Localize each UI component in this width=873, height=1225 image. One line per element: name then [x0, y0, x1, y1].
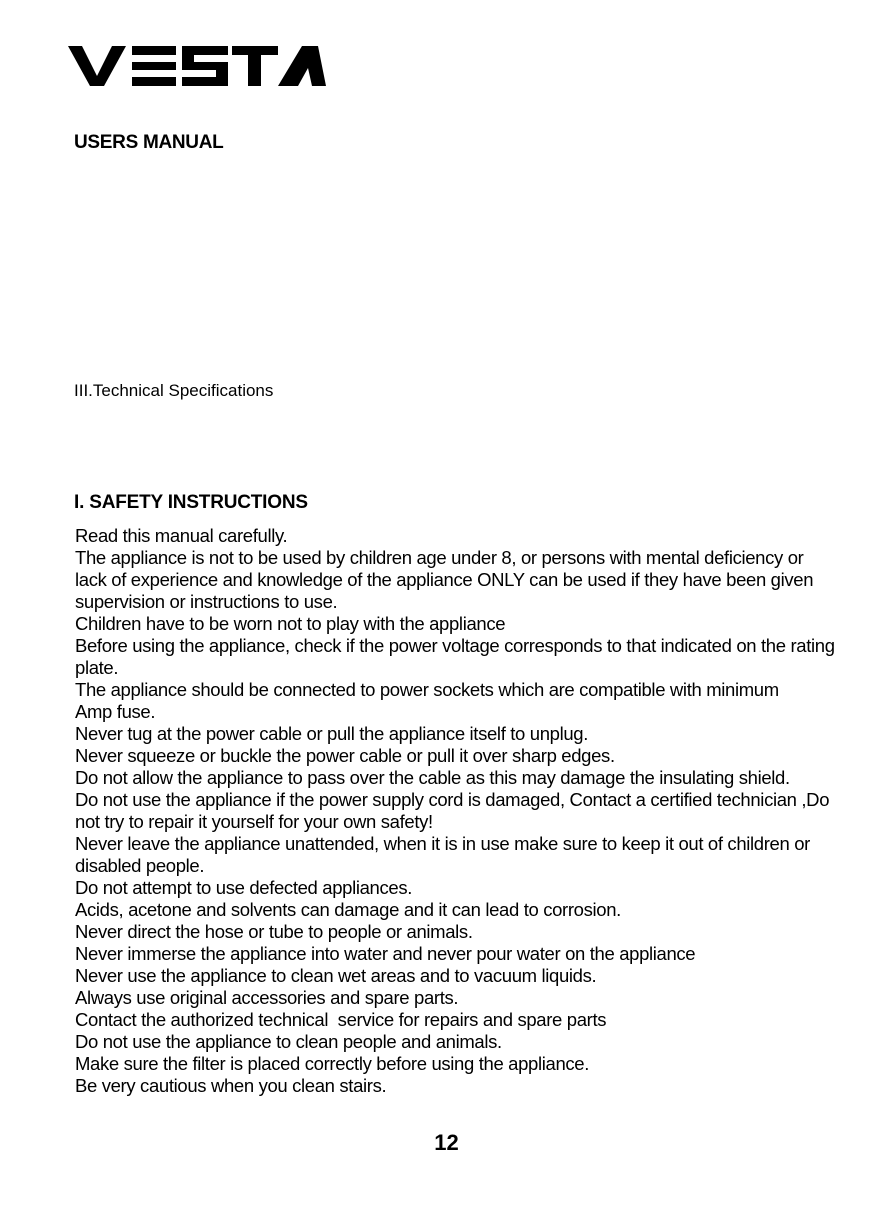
page-number: 12	[434, 1130, 459, 1155]
list-item: Never squeeze or buckle the power cable or pull it over sharp edges.	[75, 745, 615, 766]
vesta-logo	[68, 44, 328, 88]
vesta-logo-mark	[68, 44, 328, 88]
manual-title: USERS MANUAL	[74, 132, 224, 153]
toc-entry-technical-specifications: III.Technical Specifications	[74, 381, 274, 400]
list-item: Never leave the appliance unattended, when it is in use make sure to keep it out of children or disabled people.	[75, 833, 810, 876]
list-item: Do not allow the appliance to pass over the cable as this may damage the insulating shield.	[75, 767, 790, 788]
list-item: Never direct the hose or tube to people or animals.	[75, 921, 473, 942]
list-item: Do not use the appliance to clean people and animals.	[75, 1031, 502, 1052]
list-item: The appliance is not to be used by children age under 8, or persons with mental deficiency or lack of experience and knowledge of the appliance ONLY can be used if they have been given supervision or instructions to use.	[75, 547, 814, 612]
list-item: Read this manual carefully.	[75, 525, 288, 546]
safety-instructions-heading: I. SAFETY INSTRUCTIONS	[74, 492, 308, 513]
list-item: Do not use the appliance if the power supply cord is damaged, Contact a certified technician ,Do not try to repair it yourself for your own safety!	[75, 789, 830, 832]
safety-instructions-list	[75, 525, 835, 1097]
list-item: Never immerse the appliance into water and never pour water on the appliance	[75, 943, 696, 964]
list-item: Contact the authorized technical service for repairs and spare parts	[75, 1009, 607, 1030]
list-item: Always use original accessories and spare parts.	[75, 987, 459, 1008]
list-item: Do not attempt to use defected appliances.	[75, 877, 413, 898]
list-item: Acids, acetone and solvents can damage and it can lead to corrosion.	[75, 899, 621, 920]
list-item: Be very cautious when you clean stairs.	[75, 1075, 387, 1096]
list-item: Never tug at the power cable or pull the appliance itself to unplug.	[75, 723, 589, 744]
list-item: Never use the appliance to clean wet areas and to vacuum liquids.	[75, 965, 597, 986]
list-item: Make sure the filter is placed correctly before using the appliance.	[75, 1053, 590, 1074]
list-item: Children have to be worn not to play with the appliance	[75, 613, 506, 634]
list-item: The appliance should be connected to power sockets which are compatible with minimum Amp fuse.	[75, 679, 807, 722]
list-item: Before using the appliance, check if the power voltage corresponds to that indicated on the rating plate.	[75, 635, 835, 678]
